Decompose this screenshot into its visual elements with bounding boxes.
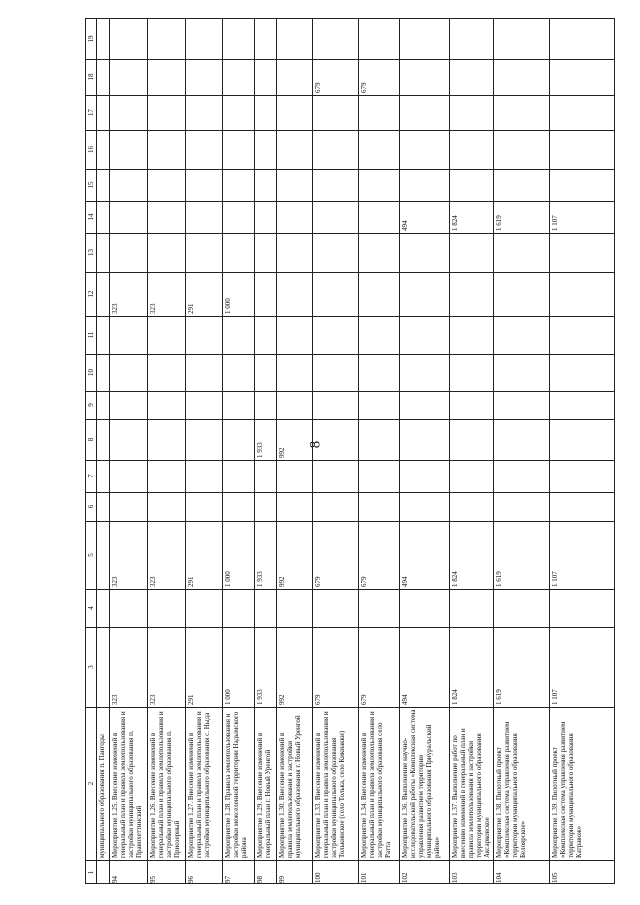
value-col-5: 1 000 xyxy=(224,571,232,587)
row-divider xyxy=(109,19,110,883)
column-header: 15 xyxy=(87,181,95,189)
value-col-5: 291 xyxy=(187,576,195,587)
column-header: 10 xyxy=(87,369,95,376)
row-number: 104 xyxy=(495,872,503,883)
value-col-18: 679 xyxy=(314,82,322,93)
value-col-3: 291 xyxy=(187,694,195,705)
value-col-3: 1 824 xyxy=(451,689,459,705)
row-divider xyxy=(312,19,313,883)
column-divider xyxy=(86,627,614,628)
column-header: 18 xyxy=(87,73,95,81)
column-header: 9 xyxy=(87,403,95,407)
row-description: Мероприятие 1.28. Правила землепользования и застройки межселенной территории Надымского района xyxy=(224,711,248,858)
row-number: 103 xyxy=(451,872,459,883)
column-divider xyxy=(86,589,614,590)
row-number: 98 xyxy=(256,876,264,883)
column-divider xyxy=(86,169,614,170)
value-col-14: 1 824 xyxy=(451,215,459,231)
value-col-12: 291 xyxy=(187,303,195,314)
value-col-3: 992 xyxy=(278,694,286,705)
row-divider xyxy=(96,19,97,883)
row-description: Мероприятие 1.34. Внесение изменений в генеральный план и правила землепользования и застройки муниципального образования село Ратта xyxy=(360,711,392,858)
column-header: 4 xyxy=(87,606,95,610)
row-description: Мероприятие 1.37. Выполнение работ по внесению изменений в генеральный план и правила землепользования и застройки территории муниципального образования Аксарковское xyxy=(451,728,491,858)
value-col-3: 323 xyxy=(149,694,157,705)
row-number: 96 xyxy=(187,876,195,883)
value-col-5: 679 xyxy=(314,576,322,587)
row-description: Мероприятие 1.36. Выполнение научно-исследовательской работы «Комплексная система управления развитием территории муниципального образования Приуральский район» xyxy=(401,709,441,858)
value-col-5: 1 107 xyxy=(551,571,559,587)
column-divider xyxy=(86,95,614,96)
row-number: 99 xyxy=(278,876,286,883)
column-header: 8 xyxy=(87,437,95,442)
row-divider xyxy=(185,19,186,883)
value-col-8: 1 933 xyxy=(256,442,264,458)
column-header: 11 xyxy=(87,331,95,339)
value-col-3: 679 xyxy=(314,694,322,705)
column-header: 1 xyxy=(87,870,95,875)
value-col-5: 1 619 xyxy=(495,571,503,587)
value-col-3: 323 xyxy=(111,694,119,705)
value-col-14: 494 xyxy=(401,220,409,231)
value-col-3: 494 xyxy=(401,694,409,705)
column-divider xyxy=(86,233,614,234)
column-divider xyxy=(86,707,614,708)
value-col-18: 679 xyxy=(360,82,368,93)
value-col-3: 1 000 xyxy=(224,689,232,705)
row-description: Мероприятие 1.27. Внесение изменений в генеральный план и правила землепользования и застройки муниципального образования с. Ныда xyxy=(187,711,211,858)
row-divider xyxy=(449,19,450,883)
column-divider xyxy=(86,391,614,392)
row-divider xyxy=(549,19,550,883)
column-header: 7 xyxy=(87,474,95,478)
column-divider xyxy=(86,492,614,493)
page-number: 8 xyxy=(307,440,324,449)
column-divider xyxy=(86,201,614,202)
column-header: 17 xyxy=(87,109,95,116)
column-divider xyxy=(86,272,614,273)
value-col-14: 1 619 xyxy=(495,215,503,231)
value-col-3: 679 xyxy=(360,694,368,705)
column-divider xyxy=(86,316,614,317)
value-col-5: 1 933 xyxy=(256,571,264,587)
row-divider xyxy=(222,19,223,883)
row-divider xyxy=(493,19,494,883)
row-description: Мероприятие 1.38. Пилотный проект «Комплексная система управления развитием территории муниципального образования Белоярское» xyxy=(495,721,527,858)
row-description: Мероприятие 1.29. Внесение изменений в генеральный план г. Новый Уренгой xyxy=(256,732,272,858)
column-divider xyxy=(86,59,614,60)
row-divider xyxy=(276,19,277,883)
row-description: Мероприятие 1.33. Внесение изменений в генеральный план и правила землепользования и застройки муниципального образования Толькинское (село Толька, село Кикиакки) xyxy=(314,711,346,858)
column-header: 19 xyxy=(87,35,95,43)
column-divider xyxy=(86,460,614,461)
value-col-12: 323 xyxy=(149,303,157,314)
row-number: 101 xyxy=(360,872,368,883)
column-header: 2 xyxy=(87,781,95,786)
column-header: 16 xyxy=(87,146,95,153)
value-col-3: 1 619 xyxy=(495,689,503,705)
row-description: Мероприятие 1.26. Внесение изменений в генеральный план и правила землепользования и застройки муниципального образования п. Приозерный xyxy=(149,711,181,858)
value-col-5: 679 xyxy=(360,576,368,587)
budget-table xyxy=(85,18,615,884)
column-divider xyxy=(86,860,614,861)
column-divider xyxy=(86,130,614,131)
value-col-3: 1 107 xyxy=(551,689,559,705)
row-number: 102 xyxy=(401,872,409,883)
column-divider xyxy=(86,354,614,355)
row-divider xyxy=(147,19,148,883)
column-divider xyxy=(86,521,614,522)
value-col-12: 1 000 xyxy=(224,298,232,314)
column-header: 12 xyxy=(87,290,95,298)
continuation-text: муниципального образования п. Пангоды xyxy=(98,734,106,858)
row-number: 105 xyxy=(551,872,559,883)
row-description: Мероприятие 1.30. Внесение изменений в правила землепользования и застройки муниципального образования г. Новый Уренгой xyxy=(278,715,302,858)
row-description: Мероприятие 1.39. Пилотный проект «Комплексная система управления развитием территории муниципального образования Катравож» xyxy=(551,721,583,858)
value-col-5: 323 xyxy=(149,576,157,587)
value-col-8: 992 xyxy=(278,447,286,458)
column-header: 3 xyxy=(87,665,95,669)
row-divider xyxy=(358,19,359,883)
column-header: 13 xyxy=(87,249,95,256)
column-header: 5 xyxy=(87,553,95,557)
row-number: 94 xyxy=(111,876,119,883)
column-header: 6 xyxy=(87,504,95,509)
row-description: Мероприятие 1.25. Внесение изменений в генеральный план и правила землепользования и застройки муниципального образования п. Правохеттинский xyxy=(111,711,143,858)
value-col-12: 323 xyxy=(111,303,119,314)
value-col-5: 992 xyxy=(278,576,286,587)
value-col-14: 1 107 xyxy=(551,215,559,231)
column-divider xyxy=(86,419,614,420)
row-divider xyxy=(399,19,400,883)
value-col-5: 323 xyxy=(111,576,119,587)
column-header: 14 xyxy=(87,213,95,221)
row-number: 97 xyxy=(224,876,232,883)
row-number: 100 xyxy=(314,872,322,883)
value-col-5: 494 xyxy=(401,576,409,587)
value-col-3: 1 933 xyxy=(256,689,264,705)
value-col-5: 1 824 xyxy=(451,571,459,587)
row-number: 95 xyxy=(149,876,157,883)
row-divider xyxy=(254,19,255,883)
